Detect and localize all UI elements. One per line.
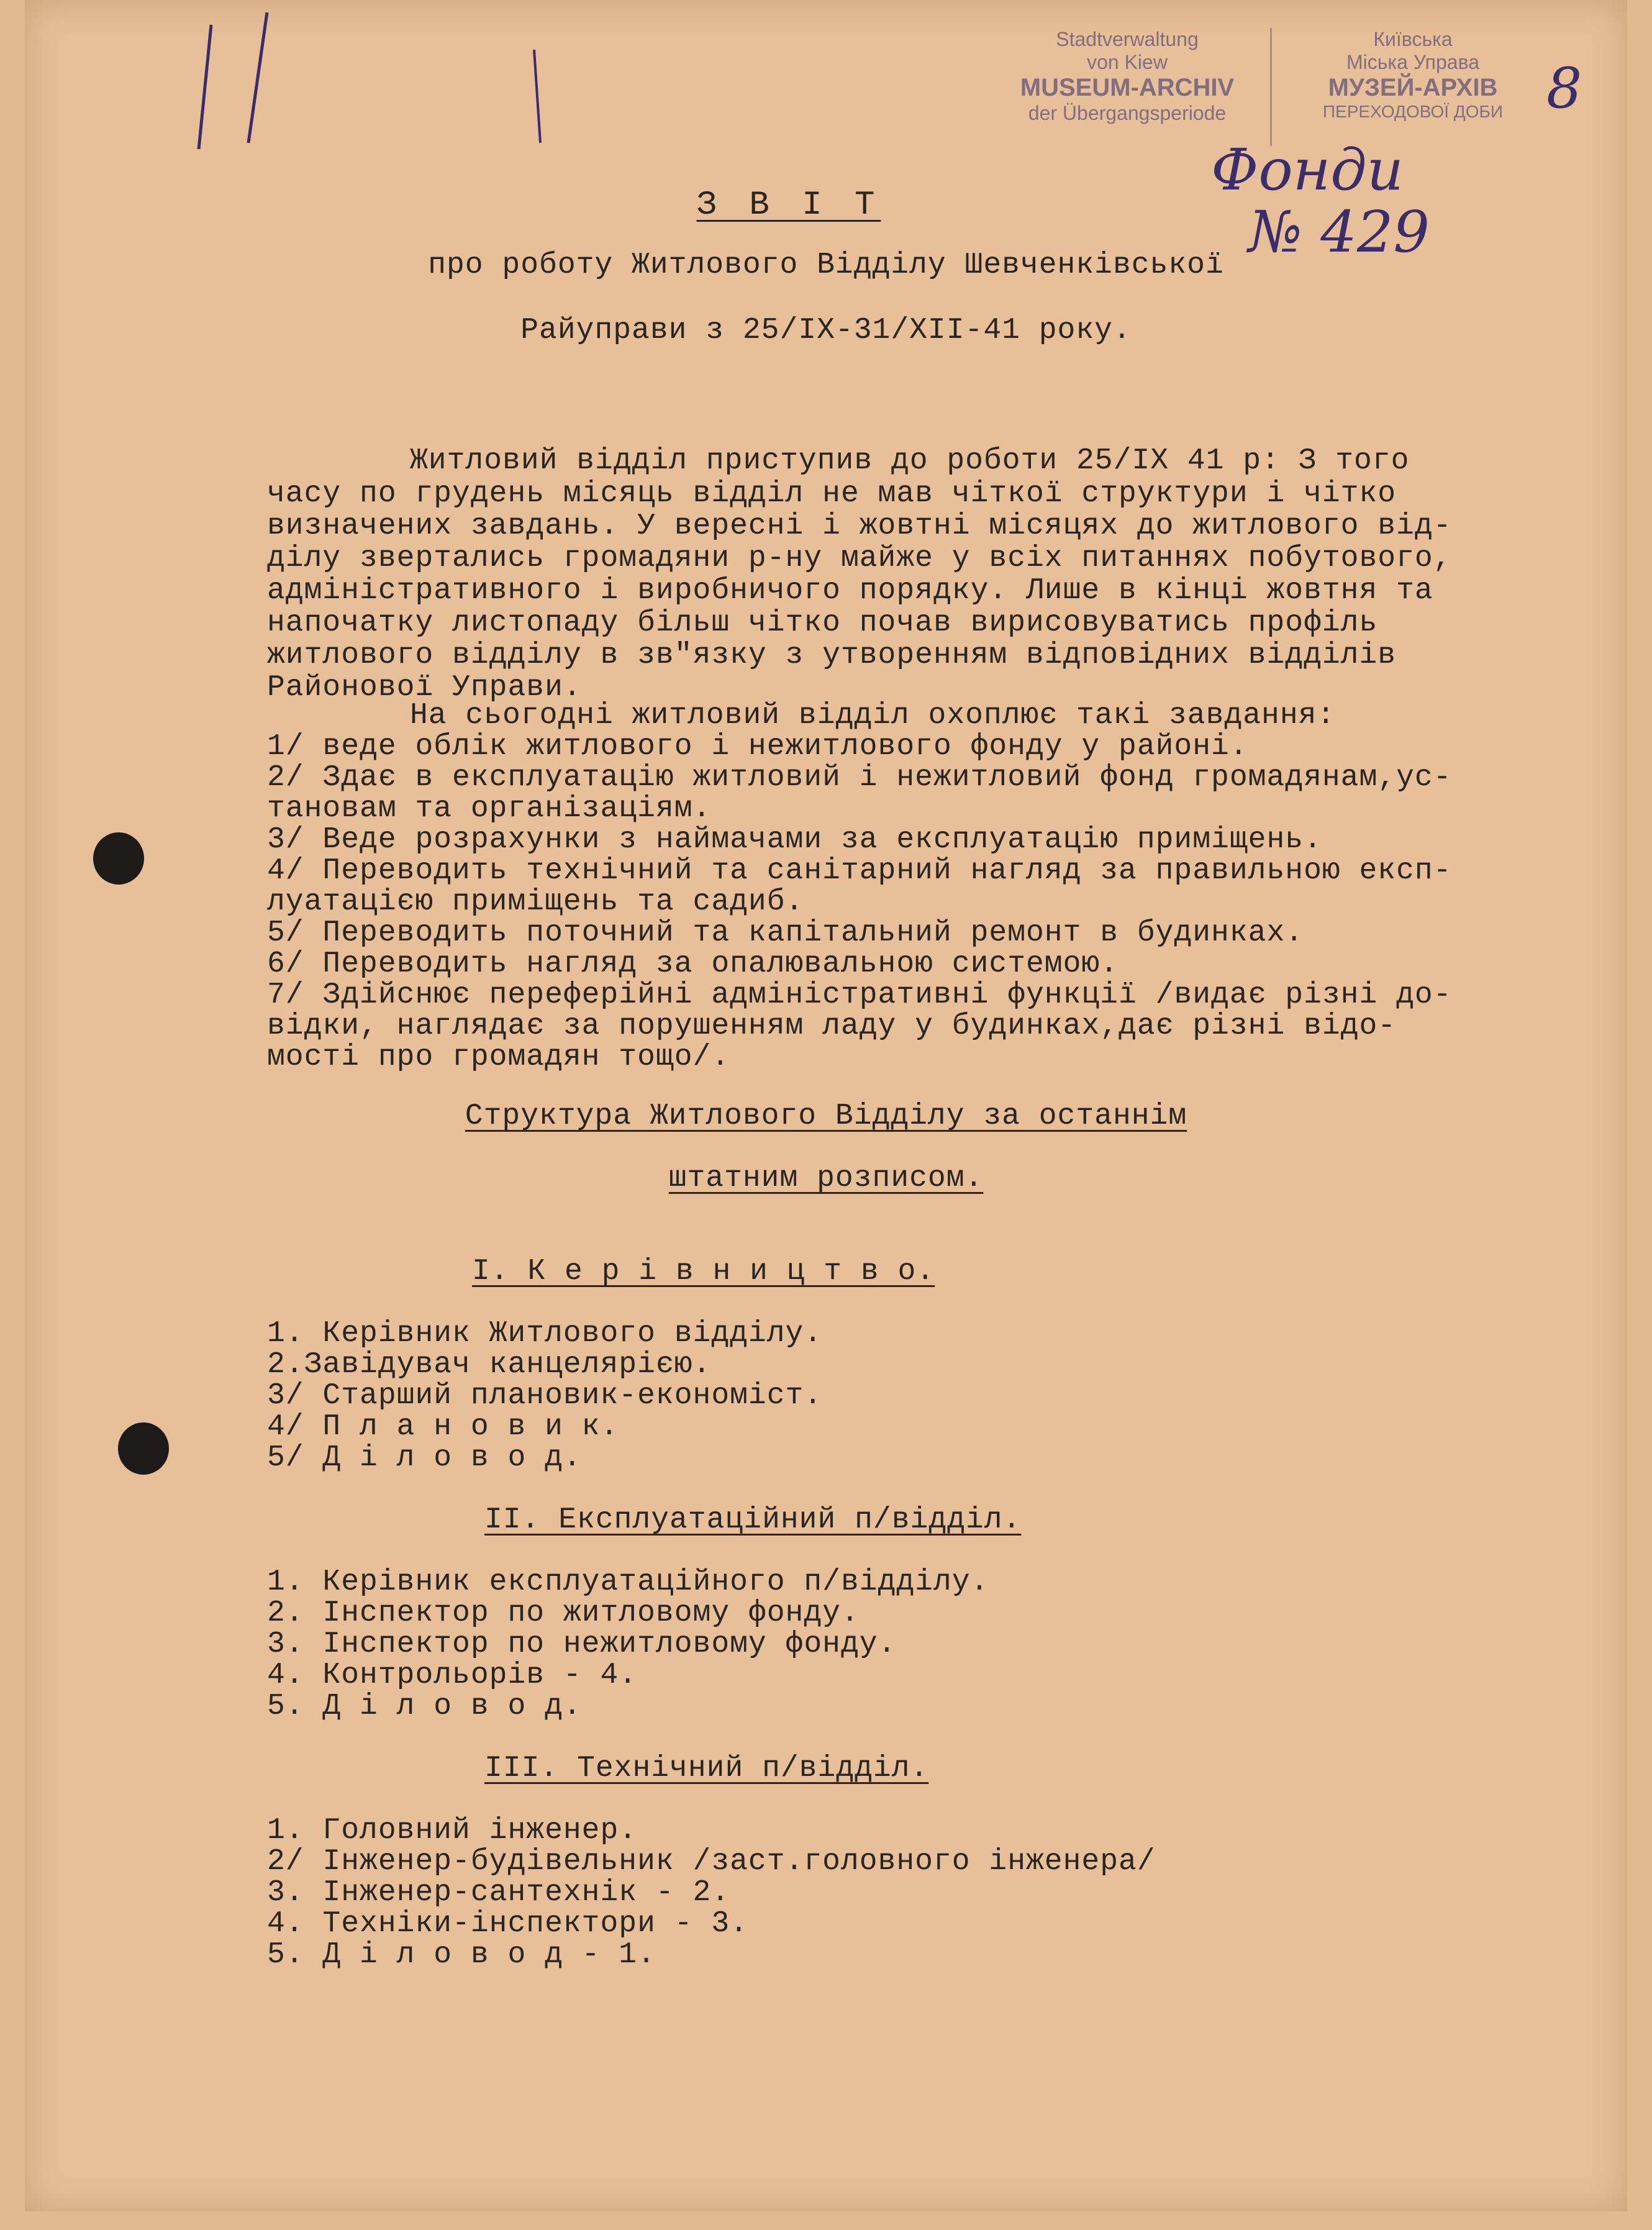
structure-title-line1: Структура Житлового Відділу за останнім [465, 1099, 1187, 1133]
punch-hole-top [93, 832, 144, 885]
task-item: 5/ Переводить поточний та капітальний ремонт в будинках. [267, 916, 1304, 950]
handwritten-page-number: 8 [1546, 56, 1582, 121]
structure-title-line2: штатним розписом. [668, 1162, 984, 1195]
task-item: 1/ веде облік житлового і нежитлового фонду у районі. [267, 730, 1248, 763]
list-item: 4/ П л а н о в и к. [267, 1410, 619, 1444]
pencil-marks [186, 0, 584, 162]
intro-line: часу по грудень місяць відділ не мав чіткої структури і чітко [267, 477, 1397, 511]
task-item: відки, наглядає за порушенням ладу у будинках,дає різні відо- [267, 1009, 1397, 1043]
task-item: 4/ Переводить технічний та санітарний нагляд за правильною експ- [267, 854, 1452, 888]
list-item: 4. Контрольорів - 4. [267, 1659, 638, 1692]
list-item: 3. Інспектор по нежитловому фонду. [267, 1627, 897, 1661]
stamp-german: Stadtverwaltung von Kiew MUSEUM-ARCHIV der Übergangsperiode [1020, 28, 1235, 124]
intro-line: напочатку листопаду більш чітко почав вирисовуватись профіль [267, 606, 1378, 640]
archive-stamp [991, 22, 1550, 155]
handwritten-fond-label: Фонди [1211, 137, 1404, 203]
list-item: 3. Інженер-сантехнік - 2. [267, 1876, 730, 1909]
section-heading-management: I. К е р і в н и ц т в о. [472, 1255, 935, 1288]
handwritten-fond-number: № 429 [1248, 199, 1430, 265]
task-item: луатацією приміщень та садиб. [267, 885, 804, 919]
document-subtitle-line1: про роботу Житлового Відділу Шевченківської [428, 248, 1224, 282]
task-item: 7/ Здійснює переферійні адміністративні функції /видає різні до- [267, 978, 1452, 1012]
list-item: 2. Інспектор по житловому фонду. [267, 1596, 860, 1630]
tasks-intro: На сьогодні житловий відділ охоплює такі завдання: [410, 699, 1336, 732]
task-item: тановам та організаціям. [267, 792, 712, 826]
document-title: З В І Т [696, 186, 881, 224]
task-item: 3/ Веде розрахунки з наймачами за експлуатацію приміщень. [267, 823, 1322, 857]
section-heading-exploitation: II. Експлуатаційний п/відділ. [484, 1503, 1022, 1537]
list-item: 3/ Старший плановик-економіст. [267, 1379, 823, 1413]
list-item: 2.Завідувач канцелярією. [267, 1348, 712, 1381]
intro-line: Житловий відділ приступив до роботи 25/IX 41 р: З того [410, 444, 1410, 478]
intro-line: Районової Управи. [267, 671, 582, 704]
list-item: 5. Д і л о в о д - 1. [267, 1938, 656, 1972]
task-item: мості про громадян тощо/. [267, 1040, 730, 1074]
task-item: 2/ Здає в експлуатацію житловий і нежитловий фонд громадянам,ус- [267, 761, 1452, 794]
punch-hole-bottom [118, 1422, 169, 1475]
list-item: 5/ Д і л о в о д. [267, 1441, 582, 1475]
list-item: 2/ Інженер-будівельник /заст.головного інженера/ [267, 1845, 1156, 1878]
list-item: 4. Техніки-інспектори - 3. [267, 1907, 748, 1941]
list-item: 1. Керівник експлуатаційного п/відділу. [267, 1565, 989, 1599]
list-item: 1. Керівник Житлового відділу. [267, 1317, 823, 1350]
intro-line: ділу звертались громадяни р-ну майже у всіх питаннях побутового, [267, 542, 1452, 575]
stamp-ukrainian: Київська Міська Управа МУЗЕЙ-АРХІВ ПЕРЕХОДОВОЇ ДОБИ [1322, 28, 1504, 121]
intro-line: адміністративного і виробничого порядку. Лише в кінці жовтня та [267, 574, 1433, 608]
intro-line: визначених завдань. У вересні і жовтні місяцях до житлового від- [267, 509, 1452, 543]
intro-line: житлового відділу в зв"язку з утворенням відповідних відділів [267, 639, 1397, 672]
document-subtitle-line2: Райуправи з 25/IX-31/XII-41 року. [520, 314, 1132, 347]
list-item: 1. Головний інженер. [267, 1814, 638, 1847]
task-item: 6/ Переводить нагляд за опалювальною системою. [267, 947, 1119, 981]
section-heading-technical: III. Технічний п/відділ. [484, 1752, 929, 1785]
list-item: 5. Д і л о в о д. [267, 1690, 582, 1723]
